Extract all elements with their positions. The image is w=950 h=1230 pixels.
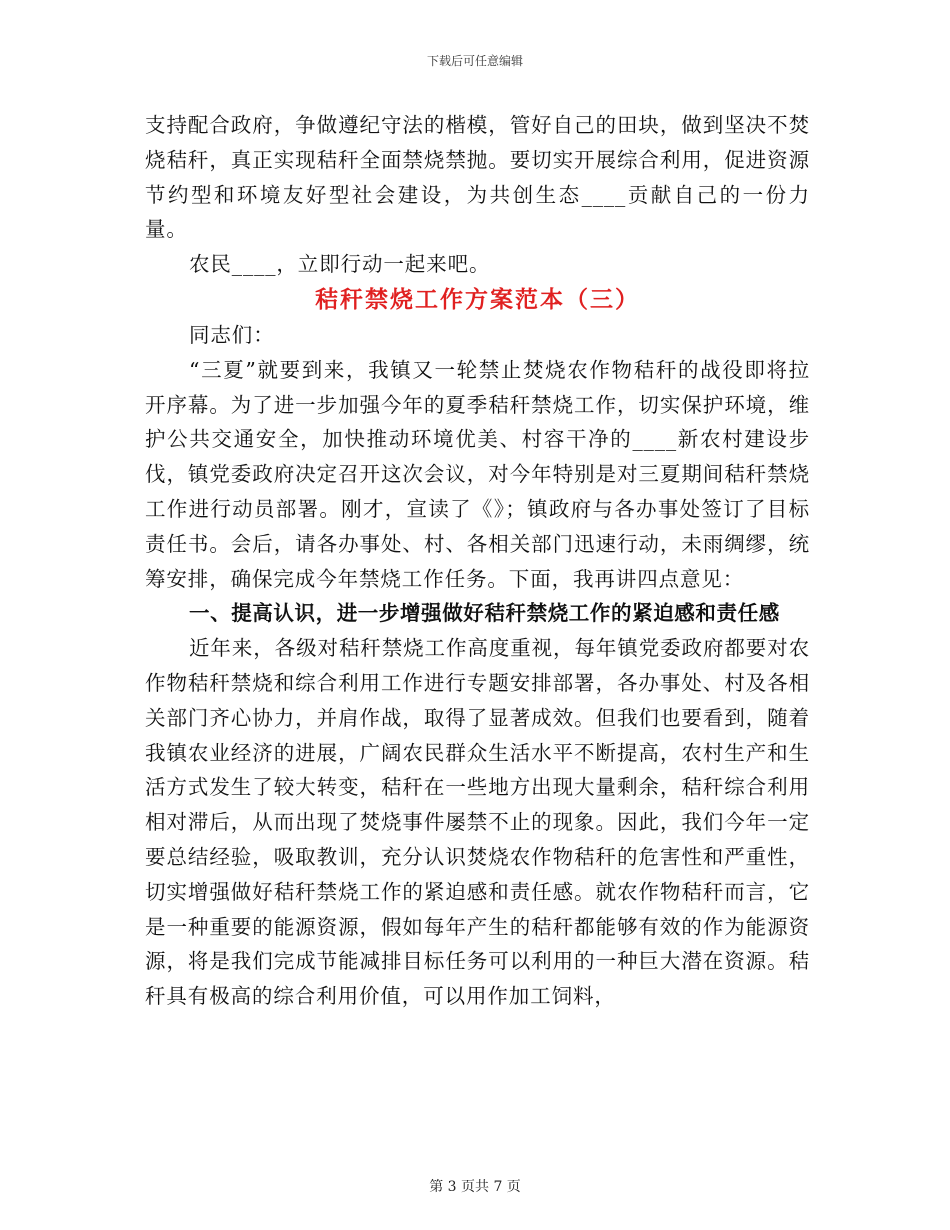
paragraph-continued: 支持配合政府，争做遵纪守法的楷模，管好自己的田块，做到坚决不焚烧秸秆，真正实现秸秆全面禁烧禁抛。要切实开展综合利用，促进资源节约型和环境友好型社会建设，为共创生态____贡献自己的一份力量。 (145, 113, 810, 242)
salutation: 同志们： (189, 322, 275, 347)
document-body (145, 108, 810, 1014)
page-header-note: 下载后可任意编辑 (426, 54, 523, 68)
paragraph-call-to-action: 农民____，立即行动一起来吧。 (189, 252, 491, 277)
document-title: 秸秆禁烧工作方案范本（三） (315, 285, 640, 313)
page-number: 第 3 页共 7 页 (429, 1179, 521, 1195)
section-heading-1: 一、提高认识，进一步增强做好秸秆禁烧工作的紧迫感和责任感 (189, 601, 780, 626)
paragraph-section-1: 近年来，各级对秸秆禁烧工作高度重视，每年镇党委政府都要对农作物秸秆禁烧和综合利用工作进行专题安排部署，各办事处、村及各相关部门齐心协力，并肩作战，取得了显著成效。但我们也要看到，随着我镇农业经济的进展，广阔农民群众生活水平不断提高，农村生产和生活方式发生了较大转变，秸秆在一些地方出现大量剩余，秸秆综合利用相对滞后，从而出现了焚烧事件屡禁不止的现象。因此，我们今年一定要总结经验，吸取教训，充分认识焚烧农作物秸秆的危害性和严重性，切实增强做好秸秆禁烧工作的紧迫感和责任感。就农作物秸秆而言，它是一种重要的能源资源，假如每年产生的秸秆都能够有效的作为能源资源，将是我们完成节能减排目标任务可以利用的一种巨大潜在资源。秸秆具有极高的综合利用价值，可以用作加工饲料， (145, 636, 810, 1009)
paragraph-intro: “三夏”就要到来，我镇又一轮禁止焚烧农作物秸秆的战役即将拉开序幕。为了进一步加强今年的夏季秸秆禁烧工作，切实保护环境，维护公共交通安全，加快推动环境优美、村容干净的____新农村建设步伐，镇党委政府决定召开这次会议，对今年特别是对三夏期间秸秆禁烧工作进行动员部署。刚才，宣读了《》；镇政府与各办事处签订了目标责任书。会后，请各办事处、村、各相关部门迅速行动，未雨绸缪，统筹安排，确保完成今年禁烧工作任务。下面，我再讲四点意见： (145, 357, 810, 591)
